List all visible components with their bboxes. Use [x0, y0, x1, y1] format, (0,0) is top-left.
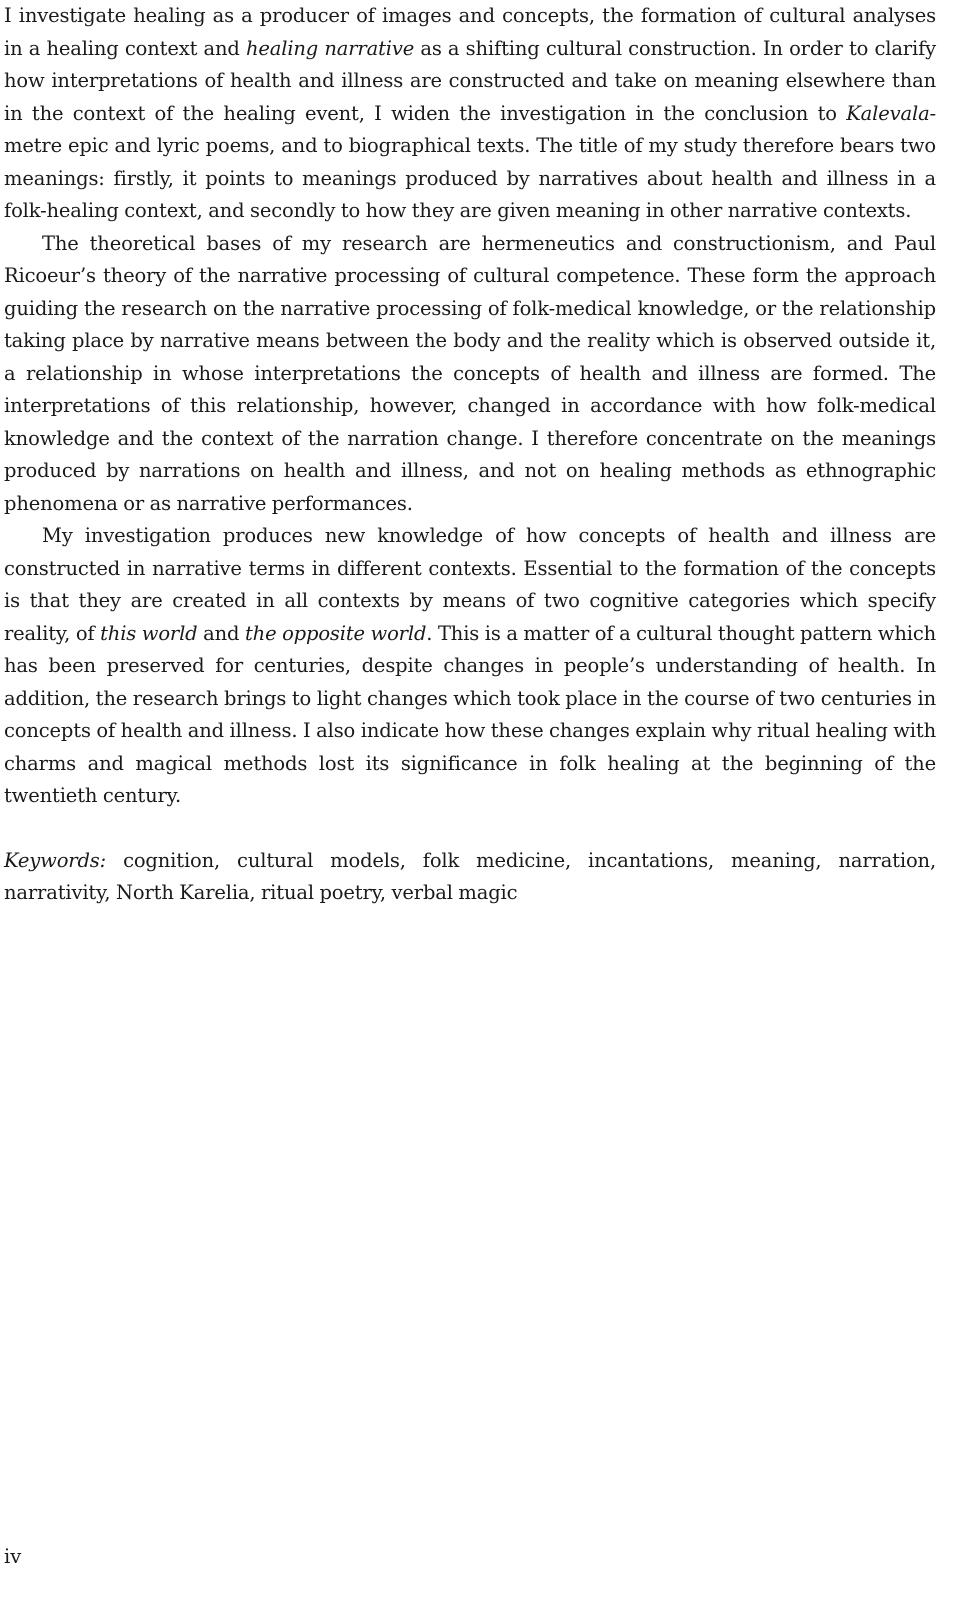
paragraph-3-segment: . This is a matter of a cultural thought pattern which has been preserved for centuries, despite changes in people’s understanding of health. In addition, the research brings to light changes which took place in the course of two centuries in concepts of health and illness. I also indicate how these changes explain why ritual healing with charms and magical methods lost its significance in folk healing at the beginning of the twentieth century. — [4, 621, 937, 807]
paragraph-1-segment: -metre epic and lyric poems, and to biographical texts. The title of my study therefore bears two meanings: firstly, it points to meanings produced by narratives about health and illness in a folk-healing context, and secondly to how they are given meaning in other narrative contexts. — [4, 101, 936, 222]
abstract-body — [4, 0, 936, 813]
paragraph-1-segment: as a shifting cultural construction. In order to clarify how interpretations of health and illness are constructed and take on meaning elsewhere than in the context of the healing event, I widen the investigation in the conclusion to — [4, 36, 937, 125]
paragraph-2-segment: The theoretical bases of my research are hermeneutics and constructionism, and Paul Ricoeur’s theory of the narrative processing of cultural competence. These form the approach guiding the research on the narrative processing of folk-medical knowledge, or the relationship taking place by narrative means between the body and the reality which is observed outside it, a relationship in whose interpretations the concepts of health and illness are formed. The interpretations of this relationship, however, changed in accordance with how folk-medical knowledge and the context of the narration change. I therefore concentrate on the meanings produced by narrations on health and illness, and not on healing methods as ethnographic phenomena or as narrative performances. — [4, 231, 936, 515]
keywords-label: Keywords: — [4, 848, 107, 872]
paragraph-1-segment: I investigate healing as a producer of images and concepts, the formation of cultural analyses in a healing context and — [4, 4, 936, 60]
page-number: iv — [4, 1545, 22, 1568]
paragraph-3-italic: this world — [100, 621, 198, 645]
paragraph-1 — [4, 0, 936, 228]
paragraph-1-italic: healing narrative — [245, 36, 415, 60]
keywords — [4, 845, 936, 910]
paragraph-3-segment: My investigation produces new knowledge of how concepts of health and illness are constructed in narrative terms in different contexts. Essential to the formation of the concepts is that they are created in all contexts by means of two cognitive categories which specify reality, of — [4, 524, 936, 645]
paragraph-3-italic: the opposite world — [244, 621, 427, 645]
keywords-list: cognition, cultural models, folk medicine, incantations, meaning, narration, narrativity, North Karelia, ritual poetry, verbal magic — [4, 848, 936, 904]
paragraph-1-italic: Kalevala — [846, 101, 930, 125]
paragraph-3-segment: and — [197, 621, 245, 645]
paragraph-2 — [4, 228, 936, 521]
paragraph-3 — [4, 520, 936, 813]
document-page — [4, 0, 936, 910]
